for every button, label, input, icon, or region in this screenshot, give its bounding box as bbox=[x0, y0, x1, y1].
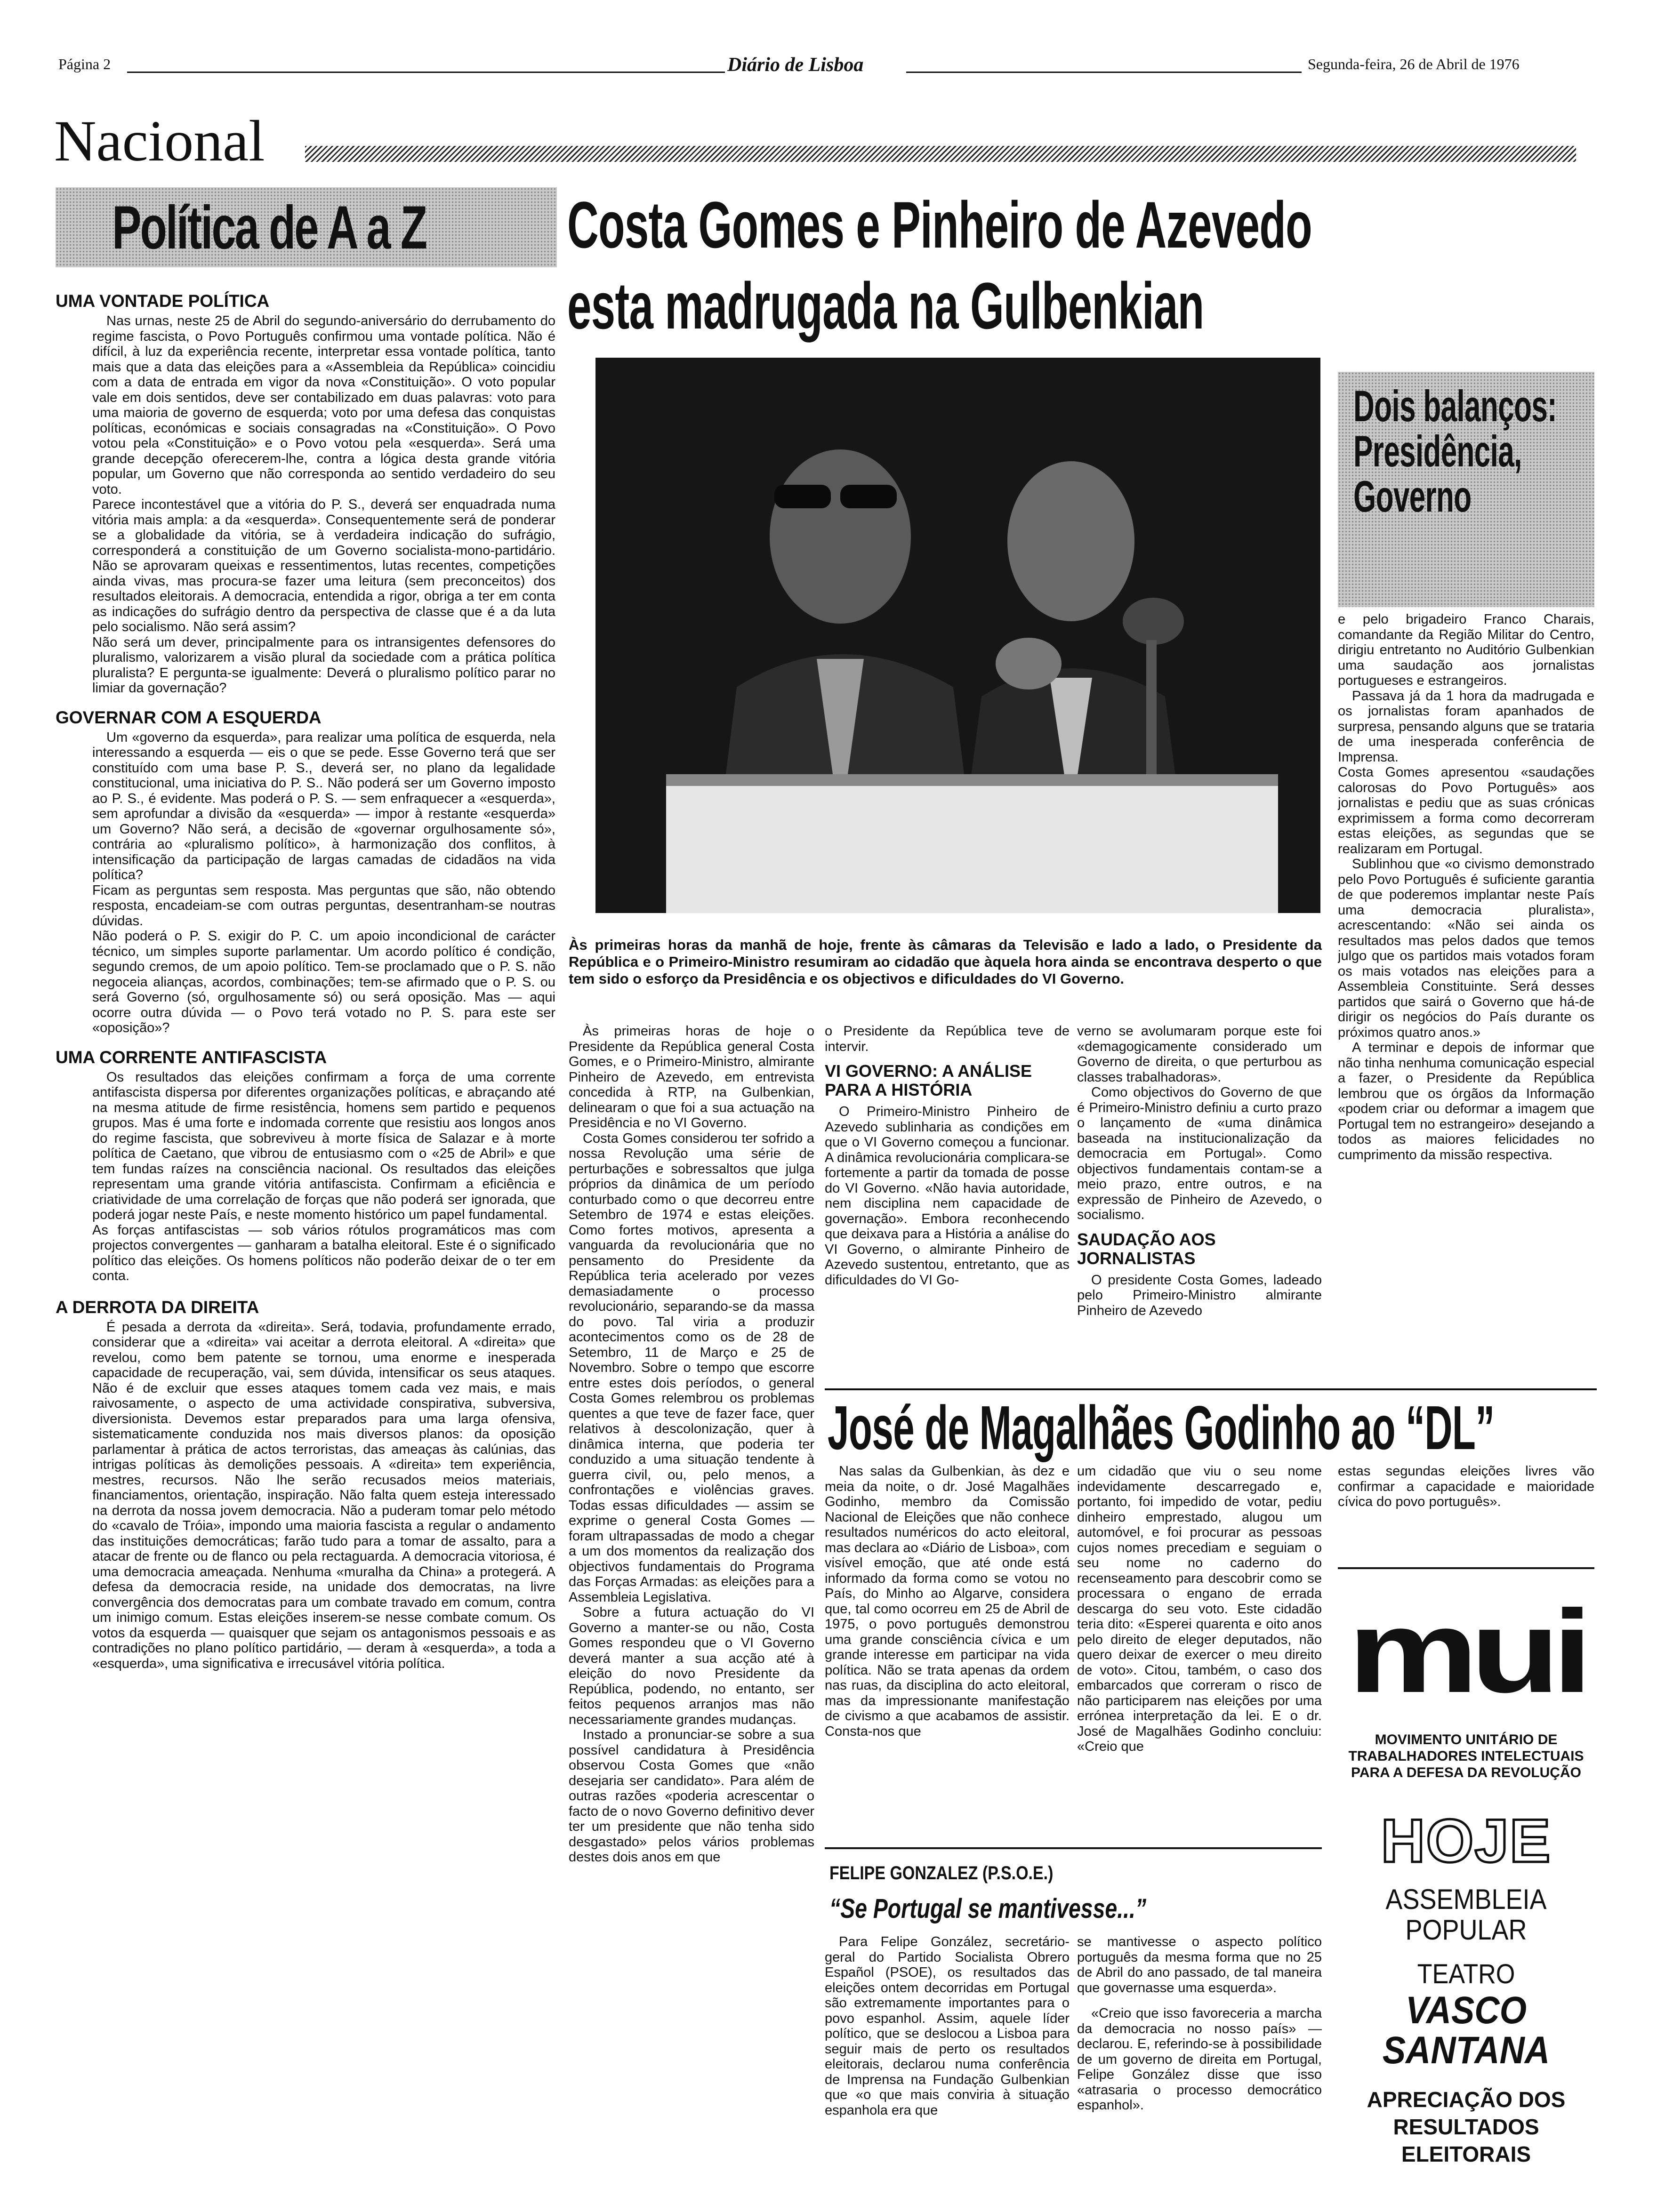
para: Nas urnas, neste 25 de Abril do segundo-aniversário do derrubamento do regime fascista, o Povo Português confirmou uma vontade política. Não é difícil, à luz da experiência recente, interpretar essa vontade política, tanto mais que a data das eleições para a «Assembleia da República» coincidiu com a data de entrada em vigor da nova «Constituição». O voto popular vale em dois sentidos, deve ser contabilizado em duas palavras: voto para uma maioria de governo de esquerda; voto por uma defesa das conquistas políticas, económicas e sociais consagradas na «Constituição». O Povo votou pela «Constituição» e o Povo votou pela «esquerda». Será uma grande decepção oferecerem-lhe, contra a lógica desta grande vitória popular, um Governo que não corresponda ao sentido verdadeiro do seu voto. bbox=[92, 313, 555, 497]
para: Às primeiras horas de hoje o Presidente da República general Costa Gomes, e o Primeiro-Ministro, almirante Pinheiro de Azevedo, em entrevista concedida à RTP, na Gulbenkian, delinearam o que foi a sua actuação na Presidência e no VI Governo. bbox=[569, 1024, 814, 1130]
para: verno se avolumaram porque este foi «demagogicamente considerado um Governo de direita, o que perturbou as classes trabalhadoras». bbox=[1077, 1024, 1322, 1085]
para: Costa Gomes considerou ter sofrido a nossa Revolução uma série de perturbações e sobressaltos que julga próprios da dinâmica de um período conturbado como o que decorreu entre Setembro de 1974 e estas eleições. Como fortes motivos, apresenta a vanguarda da revolucionária que no pensamento do Presidente da República teria acelerado por vezes demasiadamente o processo revolucionário, separando-se da massa do povo. Tal viria a produzir acontecimentos como os de 28 de Setembro, 11 de Março e 25 de Novembro. Sobre o tempo que escorre entre estes dois períodos, o general Costa Gomes relembrou os problemas quentes a que teve de fazer face, quer relativos à descolonização, quer à dinâmica interna, que poderia ter conduzido a uma situação tendente à guerra civil, ou, pelo menos, a confrontações e violências graves. Todas essas dificuldades — assim se exprime o general Costa Gomes — foram ultrapassadas de modo a chegar a um dos momentos da realização dos objectivos fundamentais do Programa das Forças Armadas: as eleições para a Assembleia Legislativa. bbox=[569, 1130, 814, 1605]
heading-derrota: A DERROTA DA DIREITA bbox=[56, 1297, 259, 1317]
photo-caption: Às primeiras horas da manhã de hoje, frente às câmaras da Televisão e lado a lado, o Presidente da República e o Primeiro-Ministro resumiram ao cidadão que àquela hora ainda se encontrava desperto o que tem sido o esforço da Presidência e os objectivos e dificuldades do VI Governo. bbox=[569, 937, 1322, 987]
ad-line-8: ELEITORAIS bbox=[1401, 2142, 1531, 2166]
masthead-title: Diário de Lisboa bbox=[727, 54, 864, 76]
divider bbox=[825, 1388, 1597, 1390]
masthead-rule-left bbox=[127, 72, 725, 73]
masthead-rule-right bbox=[906, 72, 1302, 73]
ad-line-3: TEATRO bbox=[1417, 1959, 1515, 1989]
para: As forças antifascistas — sob vários rótulos programáticos mas com projectos convergentes — ganharam a batalha eleitoral. Este é o significado político das eleições. Os homens políticos não poderão deixar de o ter em conta. bbox=[92, 1222, 555, 1283]
lead-col-3 bbox=[1077, 1024, 1322, 1353]
ad-line-6: APRECIAÇÃO DOS bbox=[1367, 2087, 1566, 2112]
para: Não será um dever, principalmente para os intransigentes defensores do pluralismo, valorizarem a visão plural da sociedade com a prática política pluralista? E pergunta-se igualmente: Deverá o pluralismo político parar no limiar da governação? bbox=[92, 634, 555, 696]
section-hatch-band bbox=[305, 146, 1576, 162]
press-photo bbox=[595, 358, 1320, 913]
heading-vi-governo: VI GOVERNO: A ANÁLISE PARA A HISTÓRIA bbox=[825, 1061, 1032, 1099]
para: se mantivesse o aspecto político português da mesma forma que no 25 de Abril do ano passado, de tal maneira que governasse uma esquerda». bbox=[1077, 1934, 1322, 1996]
hoje-logo: HOJE bbox=[1381, 1806, 1552, 1875]
godinho-col-2 bbox=[1077, 1464, 1322, 1944]
godinho-headline: José de Magalhães Godinho ao “DL” bbox=[828, 1393, 1495, 1462]
para: estas segundas eleições livres vão confirmar a capacidade e maioridade cívica do povo português». bbox=[1338, 1464, 1594, 1509]
heading-antifascista: UMA CORRENTE ANTIFASCISTA bbox=[56, 1047, 327, 1067]
para: Os resultados das eleições confirmam a força de uma corrente antifascista dispersa por diferentes organizações políticas, e abraçando até na mesma atitude de firme resistência, homens sem partido e pequenos grupos. Mas é uma forte e indomada corrente que resistiu aos longos anos do regime fascista, que sobreviveu à morte física de Salazar e à morte política de Caetano, que vibrou de entusiasmo com o «25 de Abril» e que tem fundas raízes na consciência nacional. Os resultados das eleições representam uma grande vitória antifascista. Confirmam a eficiência e criatividade de uma correlação de forças que não poderá ser ignorada, que poderá jogar neste País, e neste momento histórico um papel fundamental. bbox=[92, 1069, 555, 1222]
ad-line-2: POPULAR bbox=[1405, 1914, 1527, 1946]
lead-col-1 bbox=[569, 1024, 814, 2200]
gonzalez-col-2 bbox=[1077, 1934, 1322, 2203]
heading-governar: GOVERNAR COM A ESQUERDA bbox=[56, 707, 322, 727]
ad-line-7: RESULTADOS bbox=[1393, 2115, 1539, 2139]
ad-line-5: SANTANA bbox=[1382, 2029, 1550, 2072]
ad-org: MOVIMENTO UNITÁRIO DE TRABALHADORES INTELECTUAIS PARA A DEFESA DA REVOLUÇÃO bbox=[1348, 1732, 1584, 1780]
ad-box bbox=[1338, 1567, 1594, 2203]
page-date: Segunda-feira, 26 de Abril de 1976 bbox=[1308, 56, 1520, 72]
para: um cidadão que viu o seu nome indevidamente descarregado e, portanto, foi impedido de votar, pediu dinheiro emprestado, alugou um automóvel, e foi procurar as pessoas cujos nomes precediam e seguiam o seu nome no caderno do recenseamento para descobrir como se processara o engano de errada descarga do seu voto. Este cidadão teria dito: «Esperei quarenta e oito anos pelo direito de eleger deputados, não quero deixar de exercer o meu direito de voto». Citou, também, o caso dos embarcados que correram o risco de não participarem nas eleições por uma errónea interpretação da lei. E o dr. José de Magalhães Godinho concluiu: «Creio que bbox=[1077, 1464, 1322, 1754]
para: Ficam as perguntas sem resposta. Mas perguntas que são, não obtendo resposta, encadeiam-se com outras perguntas, desentranham-se noutras dúvidas. bbox=[92, 882, 555, 929]
para: Como objectivos do Governo de que é Primeiro-Ministro definiu a curto prazo o lançamento de «uma dinâmica baseada na institucionalização da democracia em Portugal». Como objectivos fundamentais contam-se a meio prazo, entre outros, e na expressão de Pinheiro de Azevedo, o socialismo. bbox=[1077, 1085, 1322, 1222]
sidebar-title: Dois balanços: Presidência, Governo bbox=[1353, 381, 1557, 521]
section-title: Nacional bbox=[54, 109, 265, 173]
page-number: Página 2 bbox=[58, 56, 111, 72]
para: Um «governo da esquerda», para realizar uma política de esquerda, nela interessando a esquerda — eis o que se pede. Esse Governo terá que ser constituído com uma base P. S., deverá ser, no plano da legalidade constitucional, uma iniciativa do P. S.. Não poderá ser um Governo imposto ao P. S., é evidente. Mas poderá o P. S. — sem enfraquecer a «esquerda», sem aprofundar a divisão da «esquerda» — impor à restante «esquerda» um Governo? Não será, a decisão de «governar orgulhosamente só», contrária ao «pluralismo político», à harmonização dos conflitos, à intensificação da participação de largas camadas de cidadãos na vida política? bbox=[92, 729, 555, 882]
para: Passava já da 1 hora da madrugada e os jornalistas foram apanhados de surpresa, pensando alguns que se trataria de uma inesperada conferência de Imprensa. bbox=[1338, 688, 1594, 765]
ad-line-1: ASSEMBLEIA bbox=[1385, 1883, 1547, 1915]
para: Parece incontestável que a vitória do P. S., deverá ser enquadrada numa vitória mais ampla: a da «esquerda». Consequentemente será de ponderar se a globalidade da vitória, se à verdadeira indicação do sufrágio, corresponderá a constituição de um Governo socialista-mono-partidário. Não se aprovaram queixas e ressentimentos, lutas recentes, competições ainda vivas, mas procura-se fazer uma leitura (sem preconceitos) dos resultados eleitorais. A democracia, entendida a rigor, obriga a ter em conta as indicações do sufrágio dentro da perspectiva de classe que é a da luta pelo socialismo. Não será assim? bbox=[92, 497, 555, 634]
column-politica bbox=[56, 292, 555, 2200]
heading-saudacao: SAUDAÇÃO AOS JORNALISTAS bbox=[1077, 1229, 1216, 1268]
para: É pesada a derrota da «direita». Será, todavia, profundamente errado, considerar que a «direita» vai aceitar a derrota eleitoral. A «direita» que revelou, como bem patente se tornou, uma enorme e inesperada capacidade de recuperação, vai, sem dúvida, intensificar os seus ataques. Não é de excluir que esses ataques tomem cada vez mais, e mais raivosamente, o aspecto de uma actividade conspirativa, subversiva, diversionista. Devemos estar preparados para uma larga ofensiva, sistematicamente conduzida nos mais diversos planos: da oposição parlamentar à prática de actos terroristas, das ameaças às calúnias, das intrigas políticas às demolições pessoais. A «direita» tem experiência, mestres, recursos. Não lhe serão recusados meios materiais, financiamentos, orientação, inspiração. Não falta quem esteja interessado na derrota da nossa jovem democracia. Não a puderam tomar pelo método do «cavalo de Tróia», impondo uma maioria fascista a regular o andamento das instituições democráticas; farão tudo para a tomar de assalto, para a atacar de frente ou de flanco ou pela rectaguarda. A democracia vitoriosa, é uma democracia ameaçada. Nenhuma «muralha da China» a protegerá. A defesa da democracia reside, na unidade dos democratas, na livre convergência dos democratas para um combate travado em comum, contra um inimigo comum. Estas eleições inserem-se nesse combate comum. Os votos da esquerda — quaisquer que sejam os antagonismos pessoais e as contradições no plano político partidário, — deram à «esquerda», a toda a «esquerda», uma significativa e irrecusável vitória política. bbox=[92, 1319, 555, 1671]
para: Sublinhou que «o civismo demonstrado pelo Povo Português é suficiente garantia de que poderemos implantar neste País uma democracia pluralista», acrescentando: «Não sei ainda os resultados mas pelos dados que temos julgo que os partidos mais votados foram os mais votados nas eleições para a Assembleia Constituinte. Será desses partidos que sairá o Governo que há-de dirigir os negócios do País durante os próximos quatro anos.» bbox=[1338, 857, 1594, 1040]
sidebar-text bbox=[1338, 612, 1594, 1393]
gonzalez-col-1 bbox=[825, 1934, 1070, 2203]
gonzalez-kicker: FELIPE GONZALEZ (P.S.O.E.) bbox=[829, 1863, 1054, 1883]
lead-headline-1: Costa Gomes e Pinheiro de Azevedo bbox=[567, 188, 1312, 262]
para: O Primeiro-Ministro Pinheiro de Azevedo sublinharia as condições em que o VI Governo começou a funcionar. A dinâmica revolucionária complicara-se fortemente a partir da tomada de posse do VI Governo. «Não havia autoridade, nem disciplina nem capacidade de governação». Embora reconhecendo que deixava para a História a análise do VI Governo, o almirante Pinheiro de Azevedo sustentou, entretanto, que as dificuldades do VI Go- bbox=[825, 1104, 1070, 1288]
para: Costa Gomes apresentou «saudações calorosas do Povo Português» aos jornalistas e pediu que as suas crónicas exprimissem a forma como decorreram estas eleições, as segundas que se realizaram em Portugal. bbox=[1338, 765, 1594, 857]
para: «Creio que isso favoreceria a marcha da democracia no nosso país» — declarou. E, referindo-se à possibilidade de um governo de direita em Portugal, Felipe González disse que isso «atrasaria o processo democrático espanhol». bbox=[1077, 2006, 1322, 2113]
para: e pelo brigadeiro Franco Charais, comandante da Região Militar do Centro, dirigiu entretanto no Auditório Gulbenkian uma saudação aos jornalistas portugueses e estrangeiros. bbox=[1338, 612, 1594, 688]
ad-line-4: VASCO bbox=[1406, 1989, 1527, 2032]
heading-vontade: UMA VONTADE POLÍTICA bbox=[56, 291, 270, 311]
para: o Presidente da República teve de intervir. bbox=[825, 1024, 1070, 1054]
divider bbox=[825, 1847, 1322, 1849]
godinho-col-3 bbox=[1338, 1464, 1594, 1530]
lead-headline-2: esta madrugada na Gulbenkian bbox=[567, 269, 1204, 343]
para: Para Felipe González, secretário-geral do Partido Socialista Obrero Español (PSOE), os resultados das eleições ontem decorridas em Portugal são extremamente importantes para o povo espanhol. Assim, aquele líder político, que se deslocou a Lisboa para seguir mais de perto os resultados eleitorais, declarou numa conferência de Imprensa na Fundação Gulbenkian que «o que mais conviria à situação espanhola era que bbox=[825, 1934, 1070, 2118]
para: Sobre a futura actuação do VI Governo a manter-se ou não, Costa Gomes respondeu que o VI Governo deverá manter a sua acção até à eleição do novo Presidente da República, podendo, no entanto, ser feitos pequenos arranjos mas não necessariamente grandes mudanças. bbox=[569, 1605, 814, 1727]
mui-logo: mui bbox=[1347, 1586, 1585, 1717]
para: Instado a pronunciar-se sobre a sua possível candidatura à Presidência observou Costa Gomes que «não desejaria ser candidato». Para além de outras razões «poderia acrescentar o facto de o novo Governo definitivo dever ter um presidente que não tenha sido desgastado» pelos vários problemas destes dois anos em que bbox=[569, 1727, 814, 1865]
photo-illustration bbox=[595, 358, 1320, 913]
para: O presidente Costa Gomes, ladeado pelo Primeiro-Ministro almirante Pinheiro de Azevedo bbox=[1077, 1272, 1322, 1318]
column-title: Política de A a Z bbox=[112, 193, 426, 262]
para: A terminar e depois de informar que não tinha nenhuma comunicação especial a fazer, o Presidente da República lembrou que os órgãos da Informação «podem criar ou deformar a imagem que Portugal tem no estrangeiro» desejando a todos as maiores felicidades no cumprimento da missão respectiva. bbox=[1338, 1040, 1594, 1162]
gonzalez-headline: “Se Portugal se mantivesse...” bbox=[829, 1893, 1147, 1924]
para: Nas salas da Gulbenkian, às dez e meia da noite, o dr. José Magalhães Godinho, membro da Comissão Nacional de Eleições que não conhece resultados numéricos do acto eleitoral, mas declara ao «Diário de Lisboa», com visível emoção, que até onde está informado da forma como se votou no País, do Minho ao Algarve, considera que, tal como ocorreu em 25 de Abril de 1975, o povo português demonstrou uma grande consciência cívica e um grande interesse em participar na vida política. Não se trata apenas da ordem nas ruas, da disciplina do acto eleitoral, mas da impressionante manifestação de civismo a que acabamos de assistir. Consta-nos que bbox=[825, 1464, 1070, 1739]
lead-col-2 bbox=[825, 1024, 1070, 1353]
para: Não poderá o P. S. exigir do P. C. um apoio incondicional de carácter técnico, um simples suporte parlamentar. Um acordo político é condição, segundo cremos, de um apoio político. Tem-se proclamado que o P. S. não negoceia alianças, acordos, combinações; tem-se afirmado que o P. S. ou será Governo (só, orgulhosamente só) ou será oposição. Mas — aqui ocorre outra dúvida — o Povo terá votado no P. S. para este ser «oposição»? bbox=[92, 929, 555, 1035]
